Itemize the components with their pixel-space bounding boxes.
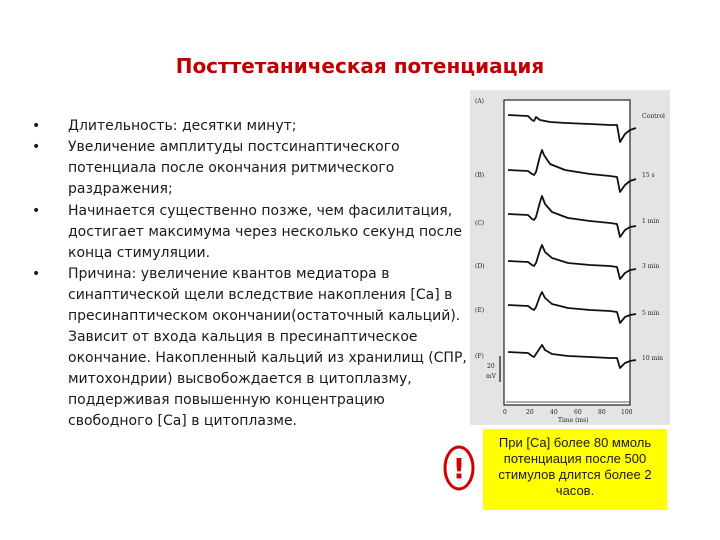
x-tick-100: 100: [621, 409, 633, 416]
bullet-item-amplitude: [28, 137, 468, 200]
x-tick-40: 40: [550, 409, 558, 416]
bullet-item-onset: [28, 201, 468, 264]
panel-label-d: (D): [475, 263, 485, 270]
svg-text:!: !: [452, 452, 466, 485]
panel-label-b: (B): [475, 172, 485, 179]
x-tick-0: 0: [503, 409, 507, 416]
panel-label-f: (F): [475, 353, 484, 360]
trace-label-15s: 15 s: [642, 172, 655, 179]
scale-bar-value: 20: [487, 363, 495, 370]
x-tick-60: 60: [574, 409, 582, 416]
bullet-marker: •: [32, 203, 41, 219]
bullet-text: Увеличение амплитуды постсинаптического потенциала после окончания ритмического раздражения;: [68, 139, 400, 197]
calcium-note-box: [483, 429, 667, 510]
calcium-note-text: При [Ca] более 80 ммоль потенциация после 500 стимулов длится более 2 часов.: [498, 435, 652, 498]
bullet-item-duration: [28, 116, 468, 137]
bullet-text: Причина: увеличение квантов медиатора в синаптической щели вследствие накопления [Ca] в пресинаптическом окончании(остаточный кальций). Зависит от входа кальция в пресинаптическое окончание. Накопленный кальций из хранилищ (СПР, митохондрии) высвобождается в цитоплазму, поддерживая повышенную концентрацию свободного [Ca] в цитоплазме.: [68, 266, 467, 429]
slide-title: Посттетаническая потенциация: [175, 54, 545, 78]
exclamation-icon: [441, 443, 477, 493]
scale-bar-unit: mV: [486, 373, 497, 380]
bullet-marker: •: [32, 139, 41, 155]
trace-label-3min: 3 min: [642, 263, 660, 270]
x-axis-label: Time (ms): [558, 417, 589, 424]
bullet-marker: •: [32, 266, 41, 282]
panel-label-c: (C): [475, 220, 485, 227]
trace-label-10min: 10 min: [642, 355, 664, 362]
bullet-text: Начинается существенно позже, чем фасилитация, достигает максимума через несколько секунд после конца стимуляции.: [68, 203, 462, 261]
panel-label-a: (A): [475, 98, 485, 105]
bullet-item-cause: [28, 264, 468, 432]
x-tick-20: 20: [526, 409, 534, 416]
bullet-text: Длительность: десятки минут;: [68, 118, 297, 134]
bullet-marker: •: [32, 118, 41, 134]
trace-label-control: Control: [642, 113, 665, 120]
trace-label-1min: 1 min: [642, 218, 660, 225]
ptp-traces-figure: [470, 90, 670, 425]
panel-label-e: (E): [475, 307, 485, 314]
bullet-list: [28, 116, 468, 432]
x-tick-80: 80: [598, 409, 606, 416]
trace-label-5min: 5 min: [642, 310, 660, 317]
